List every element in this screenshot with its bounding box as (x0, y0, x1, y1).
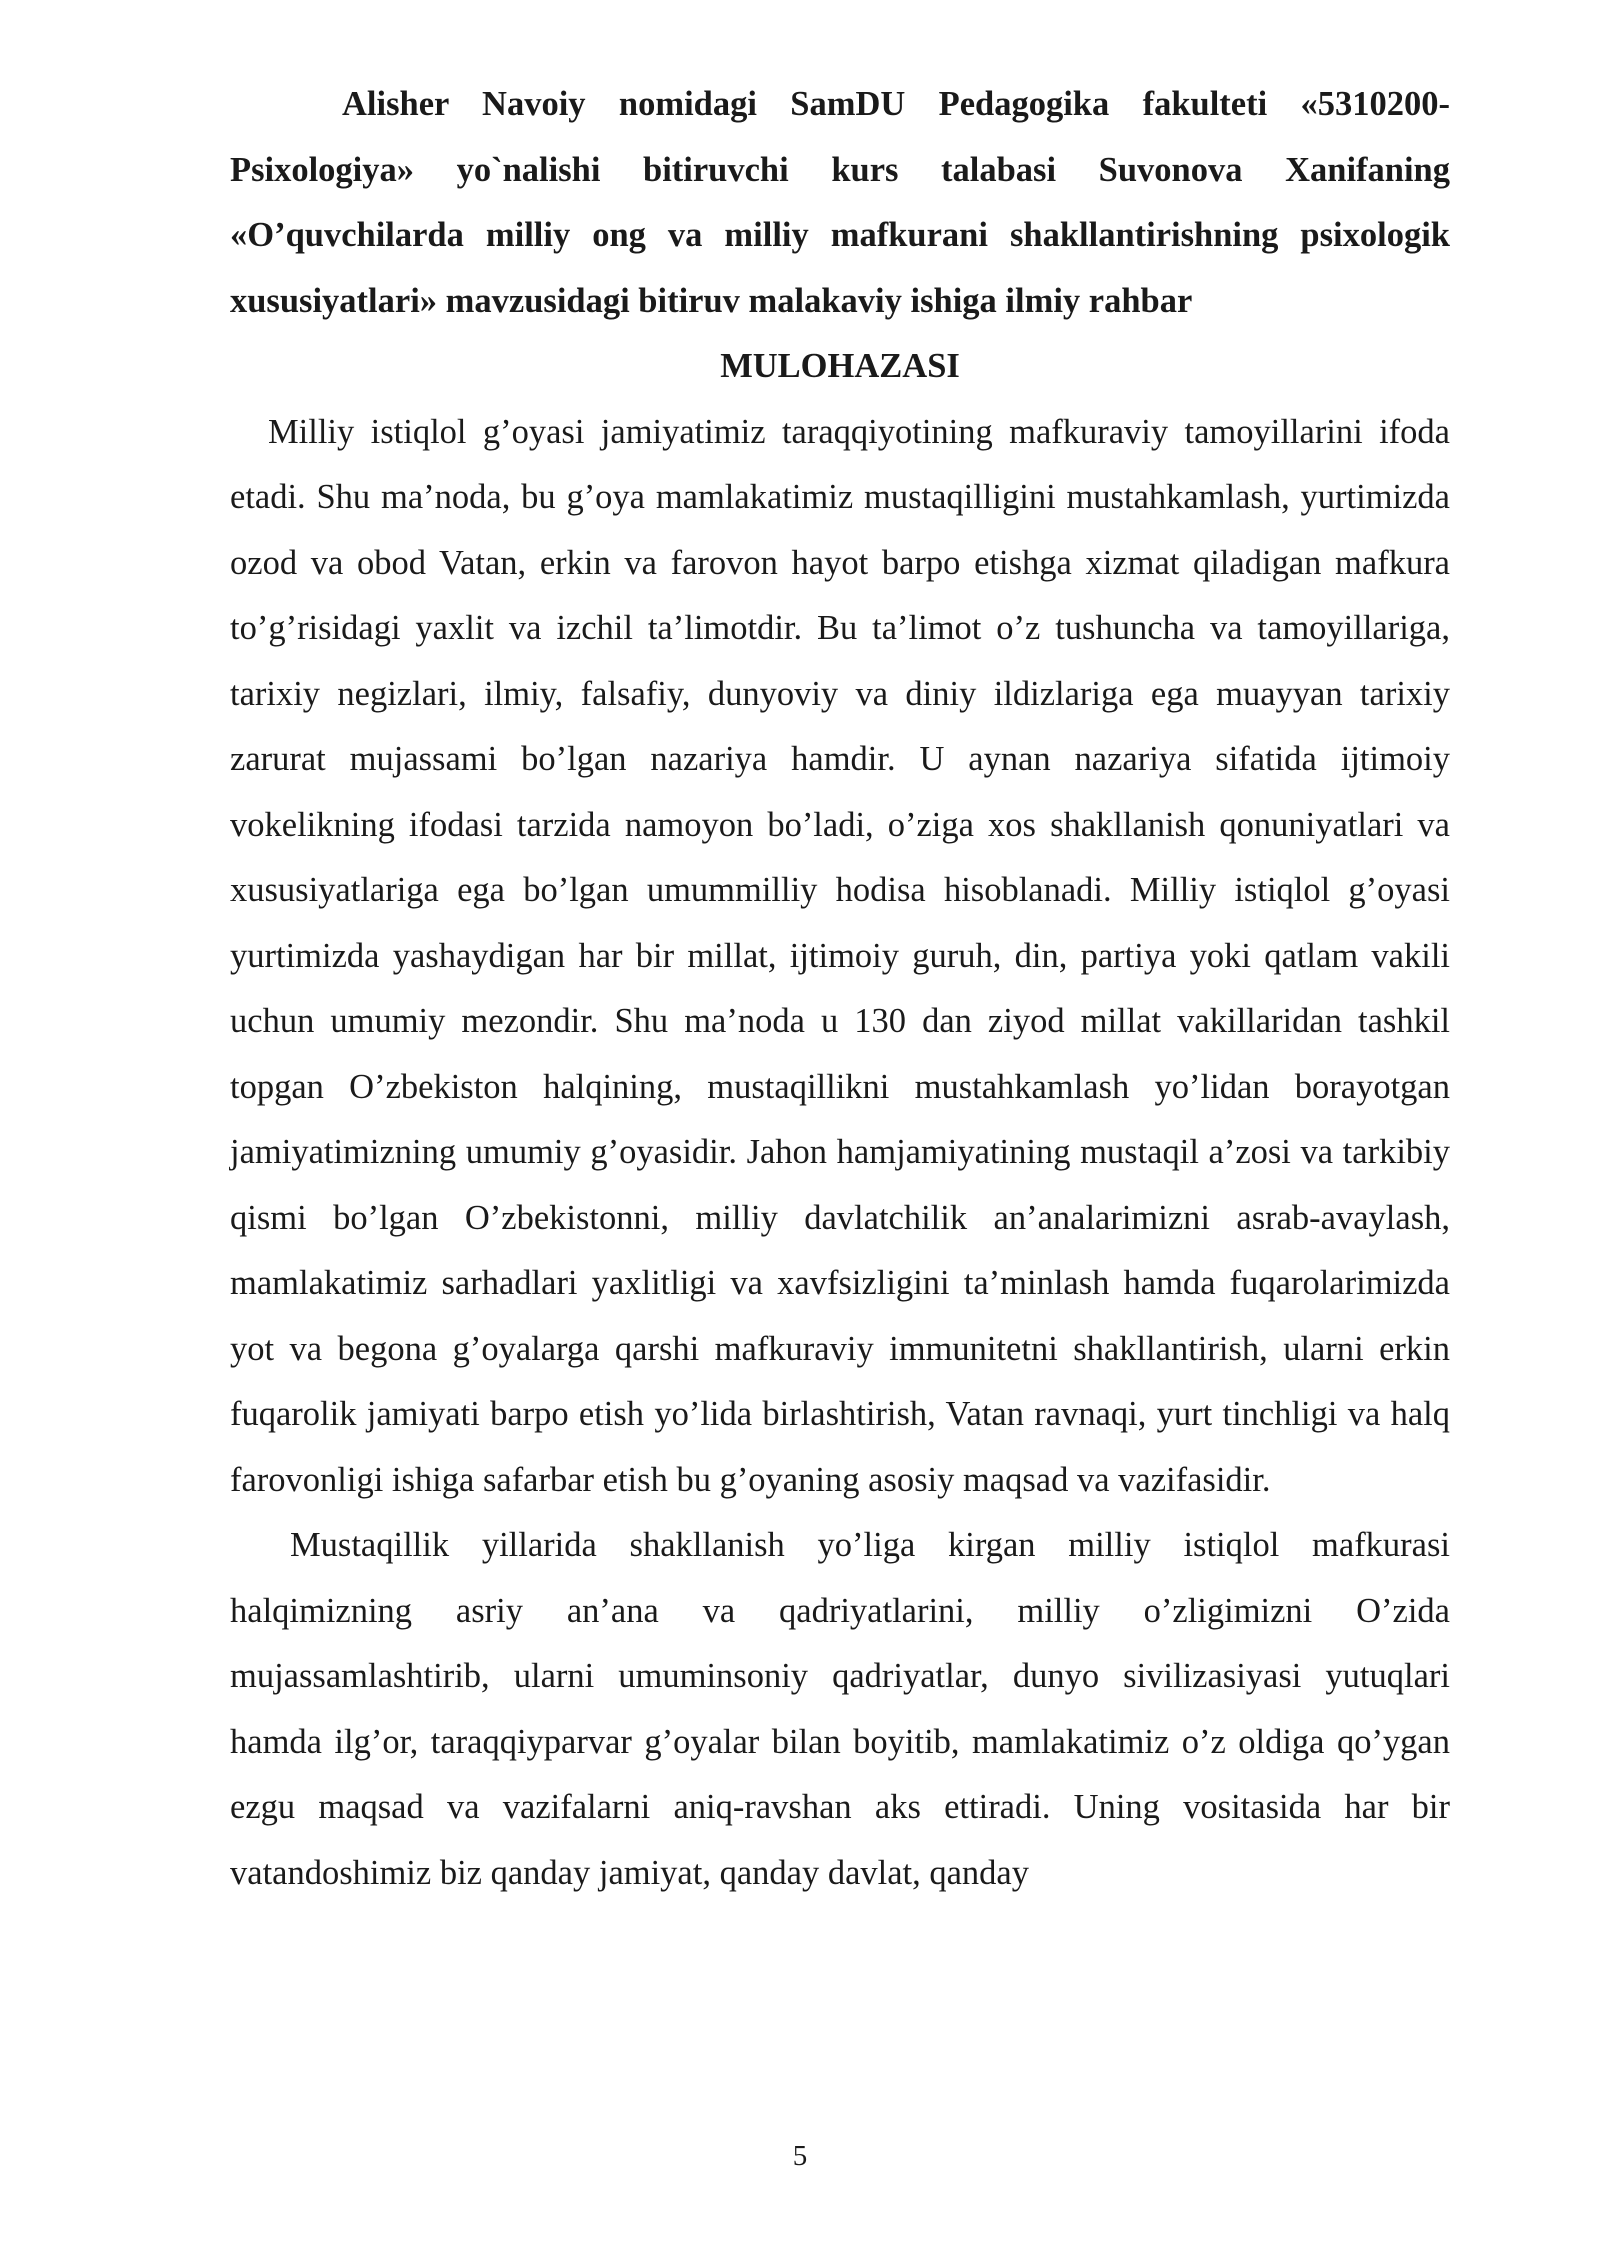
paragraph-2: Mustaqillik yillarida shakllanish yo’liga kirgan milliy istiqlol mafkurasi halqimizning asriy an’ana va qadriyatlarini, milliy o’zligimizni O’zida mujassamlashtirib, ularni umuminsoniy qadriyatlar, dunyo sivilizasiyasi yutuqlari hamda ilg’or, taraqqiyparvar g’oyalar bilan boyitib, mamlakatimiz o’z oldiga qo’ygan ezgu maqsad va vazifalarni aniq-ravshan aks ettiradi. Uning vositasida har bir vatandoshimiz biz qanday jamiyat, qanday davlat, qanday (230, 1526, 1450, 1892)
paragraph-1: Milliy istiqlol g’oyasi jamiyatimiz taraqqiyotining mafkuraviy tamoyillarini ifoda etadi. Shu ma’noda, bu g’oya mamlakatimiz mustaqilligini mustahkamlash, yurtimizda ozod va obod Vatan, erkin va farovon hayot barpo etishga xizmat qiladigan mafkura to’g’risidagi yaxlit va izchil ta’limotdir. Bu ta’limot o’z tushuncha va tamoyillariga, tarixiy negizlari, ilmiy, falsafiy, dunyoviy va diniy ildizlariga ega muayyan tarixiy zarurat mujassami bo’lgan nazariya hamdir. U aynan nazariya sifatida ijtimoiy vokelikning ifodasi tarzida namoyon bo’ladi, o’ziga xos shakllanish qonuniyatlari va xususiyatlariga ega bo’lgan umummilliy hodisa hisoblanadi. Milliy istiqlol g’oyasi yurtimizda yashaydigan har bir millat, ijtimoiy guruh, din, partiya yoki qatlam vakili uchun umumiy mezondir. Shu ma’noda u 130 dan ziyod millat vakillaridan tashkil topgan O’zbekiston halqining, mustaqillikni mustahkamlash yo’lidan borayotgan jamiyatimizning umumiy g’oyasidir. Jahon hamjamiyatining mustaqil a’zosi va tarkibiy qismi bo’lgan O’zbekistonni, milliy davlatchilik an’analarimizni asrab-avaylash, mamlakatimiz sarhadlari yaxlitligi va xavfsizligini ta’minlash hamda fuqarolarimizda yot va begona g’oyalarga qarshi mafkuraviy immunitetni shakllantirish, ularni erkin fuqarolik jamiyati barpo etish yo’lida birlashtirish, Vatan ravnaqi, yurt tinchligi va halq farovonligi ishiga safarbar etish bu g’oyaning asosiy maqsad va vazifasidir. (230, 412, 1450, 1499)
document-header: Alisher Navoiy nomidagi SamDU Pedagogika fakulteti «5310200- Psixologiya» yo`nalishi bitiruvchi kurs talabasi Suvonova Xanifaning «O’quvchilarda milliy ong va milliy mafkurani shakllantirishning psixologik xususiyatlari» mavzusidagi bitiruv malakaviy ishiga ilmiy rahbar (230, 85, 1450, 320)
document-title: MULOHAZASI (720, 347, 960, 385)
document-page (230, 72, 1450, 1906)
page-number: 5 (792, 2140, 808, 2172)
